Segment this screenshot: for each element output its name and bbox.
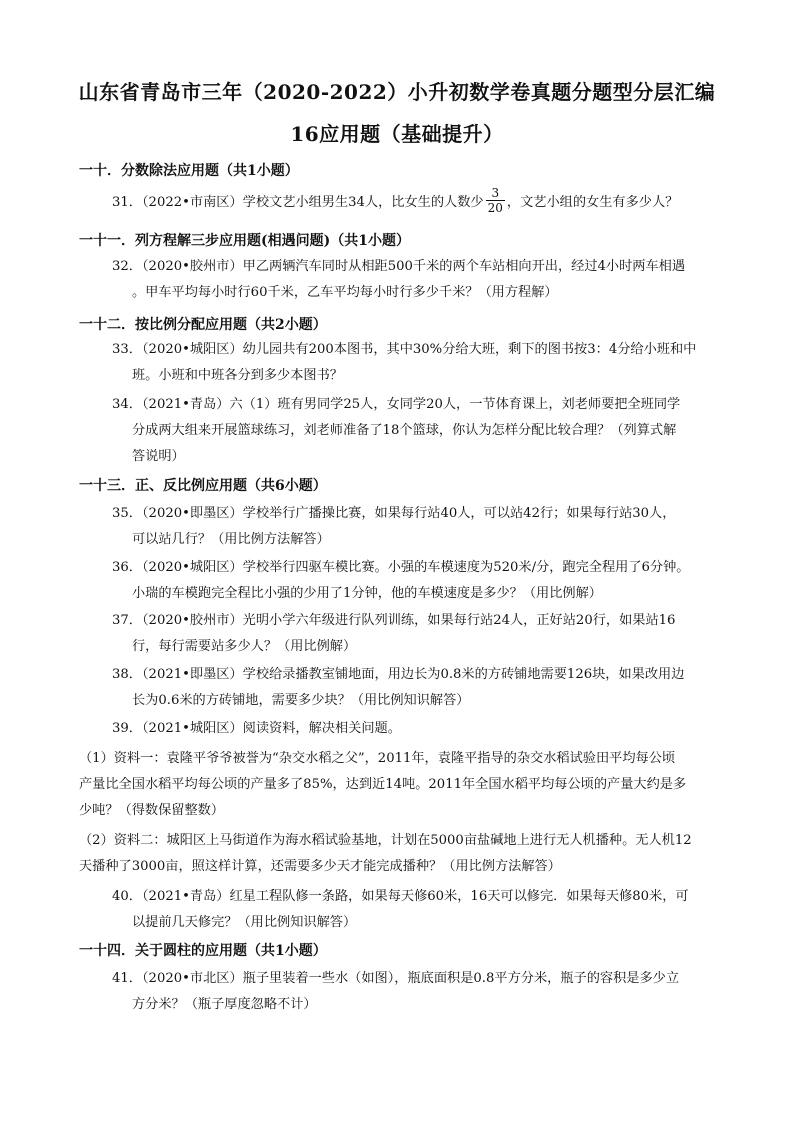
question-31-line xyxy=(79,188,719,217)
question-36-line-2: 小瑞的车模跑完全程比小强的少用了1分钟，他的车模速度是多少？（用比例解） xyxy=(132,586,602,601)
question-39-part-2-line-2: 天播种了3000亩，照这样计算，还需要多少天才能完成播种？（用比例方法解答） xyxy=(79,859,561,874)
question-41 xyxy=(79,966,719,1018)
question-33-line-1: 33．（2020•城阳区）幼儿园共有200本图书，其中30%分给大班，剩下的图书按3：4分给小班和中 xyxy=(112,342,697,357)
question-35 xyxy=(79,501,719,553)
page-title-line1: 山东省青岛市三年（2020-2022）小升初数学卷真题分题型分层汇编 xyxy=(78,80,716,104)
question-35-line-2: 可以站几行？（用比例方法解答） xyxy=(132,532,330,547)
question-34-line-1: 34．（2021•青岛）六（1）班有男同学25人，女同学20人，一节体育课上，刘老师要把全班同学 xyxy=(112,397,681,412)
question-33-line-2: 班。小班和中班各分到多少本图书？ xyxy=(132,368,343,383)
question-41-line-1: 41．（2020•市北区）瓶子里装着一些水（如图），瓶底面积是0.8平方分米，瓶子的容积是多少立 xyxy=(112,971,680,986)
question-41-line-2: 方分米？（瓶子厚度忽略不计） xyxy=(132,997,317,1012)
question-39-part-1-line-2: 产量比全国水稻平均每公顷的产量多了85%，达到近14吨。2011年全国水稻平均每公顷的产量大约是多 xyxy=(79,777,687,792)
question-34-line-2: 分成两大组来开展篮球练习，刘老师准备了18个篮球，你认为怎样分配比较合理？（列算式解 xyxy=(132,423,677,438)
section-heading-12: 一十二．按比例分配应用题（共2小题） xyxy=(79,317,327,333)
question-40-line-1: 40．（2021•青岛）红星工程队修一条路，如果每天修60米，16天可以修完．如果每天修80米，可 xyxy=(112,889,689,904)
question-38 xyxy=(79,662,719,714)
question-34 xyxy=(79,392,719,470)
question-31-text-post: ，文艺小组的女生有多少人？ xyxy=(506,195,679,210)
question-39-part-1 xyxy=(79,746,719,824)
question-32-line-1: 32．（2020•胶州市）甲乙两辆汽车同时从相距500千米的两个车站相向开出，经过4小时两车相遇 xyxy=(112,259,686,274)
fraction-numerator: 3 xyxy=(486,186,505,201)
question-36 xyxy=(79,555,719,607)
question-35-line-1: 35．（2020•即墨区）学校举行广播操比赛，如果每行站40人，可以站42行；如果每行站30人， xyxy=(112,506,676,521)
question-39-line-1: 39．（2021•城阳区）阅读资料，解决相关问题。 xyxy=(112,721,401,736)
question-38-line-1: 38．（2021•即墨区）学校给录播教室铺地面，用边长为0.8米的方砖铺地需要126块，如果改用边 xyxy=(112,667,685,682)
question-39-part-2 xyxy=(79,828,719,880)
question-37-line-2: 行，每行需要站多少人？（用比例解） xyxy=(132,639,357,654)
question-39-part-2-line-1: （2）资料二：城阳区上马街道作为海水稻试验基地，计划在5000亩盐碱地上进行无人机播种。无人机12 xyxy=(79,833,692,848)
question-40-line-2: 以提前几天修完？（用比例知识解答） xyxy=(132,915,357,930)
question-32-line-2: 。甲车平均每小时行60千米，乙车平均每小时行多少千米？（用方程解） xyxy=(132,285,558,300)
section-heading-10: 一十．分数除法应用题（共1小题） xyxy=(79,163,299,179)
question-31 xyxy=(79,188,719,217)
section-heading-13: 一十三．正、反比例应用题（共6小题） xyxy=(79,478,327,494)
fraction xyxy=(486,186,505,215)
question-31-text-pre: 31．（2022•市南区）学校文艺小组男生34人，比女生的人数少 xyxy=(112,195,484,210)
question-37 xyxy=(79,608,719,660)
question-39 xyxy=(79,716,719,742)
question-40 xyxy=(79,884,719,936)
question-37-line-1: 37．（2020•胶州市）光明小学六年级进行队列训练，如果每行站24人，正好站20行，如果站16 xyxy=(112,613,676,628)
question-39-part-1-line-3: 少吨？（得数保留整数） xyxy=(79,803,225,818)
section-heading-11: 一十一．列方程解三步应用题(相遇问题)（共1小题） xyxy=(79,233,410,249)
question-39-part-1-line-1: （1）资料一：袁隆平爷爷被誉为“杂交水稻之父”，2011年，袁隆平指导的杂交水稻试验田平均每公顷 xyxy=(79,751,676,766)
question-36-line-1: 36．（2020•城阳区）学校举行四驱车模比赛。小强的车模速度为520米/分，跑完全程用了6分钟。 xyxy=(112,560,690,575)
question-33 xyxy=(79,337,719,389)
fraction-denominator: 20 xyxy=(487,201,503,215)
question-38-line-2: 长为0.6米的方砖铺地，需要多少块？（用比例知识解答） xyxy=(132,693,470,708)
page-title-line2: 16应用题（基础提升） xyxy=(290,122,504,146)
section-heading-14: 一十四．关于圆柱的应用题（共1小题） xyxy=(79,943,327,959)
question-34-line-3: 答说明） xyxy=(132,449,185,464)
question-32 xyxy=(79,254,719,306)
